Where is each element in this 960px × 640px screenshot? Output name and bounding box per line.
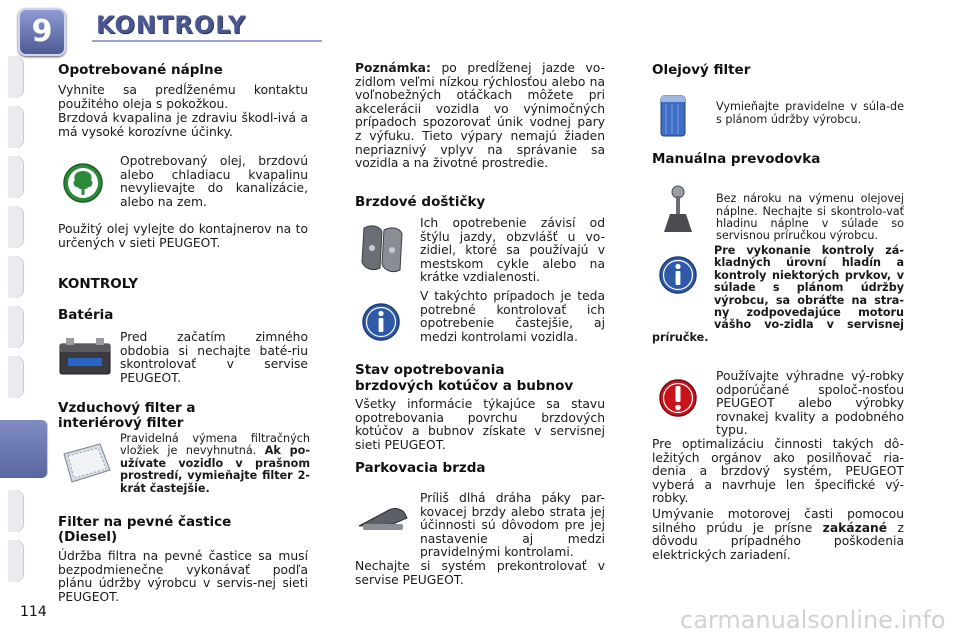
chapter-tab[interactable] xyxy=(8,256,24,298)
heading-air-filter-2: interiérový filter xyxy=(58,415,184,431)
oil-filter-text: Vymieňajte pravidelne v súla-de s plánom údržby výrobcu. xyxy=(716,100,904,126)
chapter-number: 9 xyxy=(18,8,66,56)
warning-icon xyxy=(658,378,698,418)
chapter-tab-active[interactable] xyxy=(0,420,48,478)
note-paragraph xyxy=(355,62,605,171)
disc-wear-text: Všetky informácie týkajúce sa stavu opotrebovania povrchu brzdových kotúčov a bubnov získate v servisnej sieti PEUGEOT. xyxy=(355,397,605,452)
heading-disc-wear-2: brzdových kotúčov a bubnov xyxy=(355,378,574,394)
brake-pads-text: Ich opotrebenie závisí od štýlu jazdy, obzvlášť u vo-zidiel, ktoré sa používajú v mestskom cykle alebo na krátke vzdialenosti. xyxy=(420,216,605,285)
warning-p3-a: Umývanie motorovej časti pomocou silného prúdu je prísne xyxy=(652,507,904,535)
gearbox-text: Bez nároku na výmenu olejovej náplne. Nechajte si skontrolo-vať hladinu náplne v súlade so servisnou príručkou výrobcu. xyxy=(716,192,904,243)
oil-filter-icon xyxy=(658,90,688,142)
heading-used-fluids: Opotrebované náplne xyxy=(58,62,223,78)
warning-text: Používajte výhradne vý-robky odporúčané spoloč-nosťou PEUGEOT alebo výrobky rovnakej kvality a podobného typu. xyxy=(716,369,904,438)
heading-checks: KONTROLY xyxy=(58,276,138,292)
title-underline xyxy=(92,40,322,42)
heading-oil-filter: Olejový filter xyxy=(652,62,751,78)
info-icon xyxy=(361,302,401,342)
battery-icon xyxy=(56,334,114,378)
environment-icon xyxy=(62,162,104,204)
heading-disc-wear-1: Stav opotrebovania xyxy=(355,362,505,378)
particle-filter-text: Údržba filtra na pevné častice sa musí bezpodmienečne vykonávať podľa plánu údržby výrobcu v servis-nej sieti PEUGEOT. xyxy=(58,549,308,604)
air-filter-text-bold: Ak po-užívate vozidlo v prašnom prostredí, vymieňajte filter 2-krát častejšie. xyxy=(120,444,310,495)
heading-particle-filter-2: (Diesel) xyxy=(58,529,118,545)
env-note: Opotrebovaný olej, brzdovú alebo chladiacu kvapalinu nevylievajte do kanalizácie, alebo na zem. xyxy=(120,154,308,209)
heading-parking-brake: Parkovacia brzda xyxy=(355,460,486,476)
chapter-tab[interactable] xyxy=(8,356,24,398)
used-fluids-p3: Použitý olej vylejte do kontajnerov na to určených v sieti PEUGEOT. xyxy=(58,222,308,250)
note-text: po predĺženej jazde vo-zidlom veľmi nízkou rýchlosťou alebo na voľnobežných otáčkach môžete pri akcelerácii vozidla vo výnimočných prípadoch spozorovať únik vodnej pary z výfuku. Tieto výpary nemajú žiaden nepriaznivý vplyv na správanie sa vozidla a na životné prostredie. xyxy=(355,61,605,171)
chapter-tab[interactable] xyxy=(8,490,24,532)
brake-pads-icon xyxy=(358,222,408,276)
gear-lever-icon xyxy=(660,184,696,236)
warning-p3-bold: zakázané xyxy=(822,520,888,535)
watermark: carmanualsonline.info xyxy=(680,606,946,634)
chapter-tab[interactable] xyxy=(8,56,24,98)
used-fluids-p1: Vyhnite sa predĺženému kontaktu použitého oleja s pokožkou. xyxy=(58,83,308,111)
warning-p3 xyxy=(652,508,904,562)
air-filter-text: Pravidelná výmena filtračných vložiek je nevyhnutná. xyxy=(120,432,310,458)
chapter-tab[interactable] xyxy=(8,306,24,348)
brake-pads-info: V takýchto prípadoch je teda potrebné kontrolovať ich opotrebenie častejšie, aj medzi kontrolami vozidla. xyxy=(420,289,605,344)
note-label: Poznámka: xyxy=(355,61,431,75)
chapter-tab[interactable] xyxy=(8,206,24,248)
parking-brake-icon xyxy=(355,500,411,536)
warning-p2: Pre optimalizáciu činnosti takých dô-ležitých orgánov ako posilňovač ria-denia a brzdový systém, PEUGEOT vyberá a navrhuje len špecifické vý-robky. xyxy=(652,437,904,506)
parking-brake-text: Príliš dlhá dráha páky par-kovacej brzdy alebo strata jej účinnosti sú dôvodom pre jej nastavenie aj medzi pravidelnými kontrolami. xyxy=(420,491,605,560)
warning-p3-b: z dôvodu prípadného poškodenia elektrických zariadení. xyxy=(652,520,904,562)
heading-brake-pads: Brzdové doštičky xyxy=(355,194,486,210)
heading-battery: Batéria xyxy=(58,307,114,323)
air-filter-text-block xyxy=(120,433,310,495)
heading-particle-filter-1: Filter na pevné častice xyxy=(58,514,232,530)
heading-gearbox: Manuálna prevodovka xyxy=(652,151,821,167)
chapter-tab[interactable] xyxy=(8,106,24,148)
chapter-tab[interactable] xyxy=(8,156,24,198)
gearbox-info-block xyxy=(652,244,904,344)
heading-air-filter-1: Vzduchový filter a xyxy=(58,400,196,416)
chapter-tab[interactable] xyxy=(8,540,24,582)
used-fluids-p2: Brzdová kvapalina je zdraviu škodl-ivá a má vysoké korozívne účinky. xyxy=(58,111,308,139)
page-number: 114 xyxy=(20,604,47,620)
air-filter-icon xyxy=(60,440,112,486)
page-title: KONTROLY xyxy=(96,11,247,39)
parking-brake-p2: Nechajte si systém prekontrolovať v servise PEUGEOT. xyxy=(355,559,605,587)
chapter-tabs xyxy=(0,50,52,610)
battery-text: Pred začatím zimného obdobia si nechajte baté-riu skontrolovať v servise PEUGEOT. xyxy=(120,330,308,385)
gearbox-info-text: Pre vykonanie kontroly zá-kladných úrovní hladín a kontroly niektorých prvkov, v súlade s plánom údržby výrobcu, sa obráťte na stra-ny zodpovedajúce motoru vášho vo-zidla v servisnej príručke. xyxy=(652,244,904,344)
